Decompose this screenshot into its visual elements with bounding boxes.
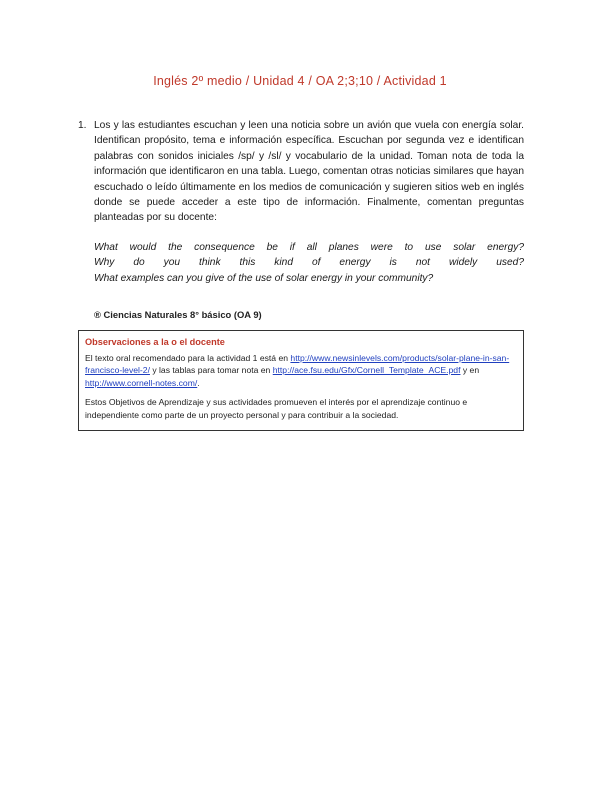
activity-description: Los y las estudiantes escuchan y leen una noticia sobre un avión que vuela con energía solar. Identifican propósito, tema e información específica. Escuchan por segunda vez e identifican palabras con sonidos iniciales /sp/ y /sl/ y vocabulario de la unidad. Toman nota de toda la información que identificaron en una tabla. Luego, comentan otras noticias similares que hayan escuchado o leído últimamente en los medios de comunicación y sugieren sitios web en inglés donde se puede acceder a este tipo de información. Finalmente, comentan preguntas planteadas por su docente: bbox=[94, 120, 524, 224]
question-list bbox=[94, 240, 524, 286]
question-item: Why do you think this kind of energy is not widely used? bbox=[94, 257, 524, 269]
question-item: What would the consequence be if all planes were to use solar energy? bbox=[94, 241, 524, 253]
teacher-observations-box bbox=[78, 330, 524, 431]
page-title: Inglés 2º medio / Unidad 4 / OA 2;3;10 / Actividad 1 bbox=[153, 74, 447, 88]
question-item: What examples can you give of the use of solar energy in your community? bbox=[94, 272, 434, 284]
observations-paragraph: Estos Objetivos de Aprendizaje y sus actividades promueven el interés por el aprendizaje continuo e independiente como parte de un proyecto personal y para contribuir a la sociedad. bbox=[85, 397, 468, 420]
observations-text: y las tablas para tomar nota en bbox=[149, 365, 273, 376]
cornell-notes-link[interactable]: http://www.cornell-notes.com/ bbox=[85, 377, 198, 388]
observations-text: . bbox=[197, 377, 200, 388]
observations-paragraph bbox=[85, 352, 517, 390]
observations-text: y en bbox=[460, 365, 480, 376]
activity-number: 1. bbox=[78, 120, 87, 131]
cross-subject-reference: ® Ciencias Naturales 8° básico (OA 9) bbox=[94, 309, 262, 320]
cornell-template-link[interactable]: http://ace.fsu.edu/Gfx/Cornell_Template_ACE.pdf bbox=[272, 365, 461, 376]
newsinlevels-link[interactable]: http://www.newsinlevels.com/products/solar-plane-in-san-francisco-level-2/ bbox=[85, 352, 510, 376]
activity-item bbox=[78, 118, 524, 286]
observations-title: Observaciones a la o el docente bbox=[85, 337, 225, 347]
observations-text: El texto oral recomendado para la actividad 1 está en bbox=[85, 352, 291, 363]
